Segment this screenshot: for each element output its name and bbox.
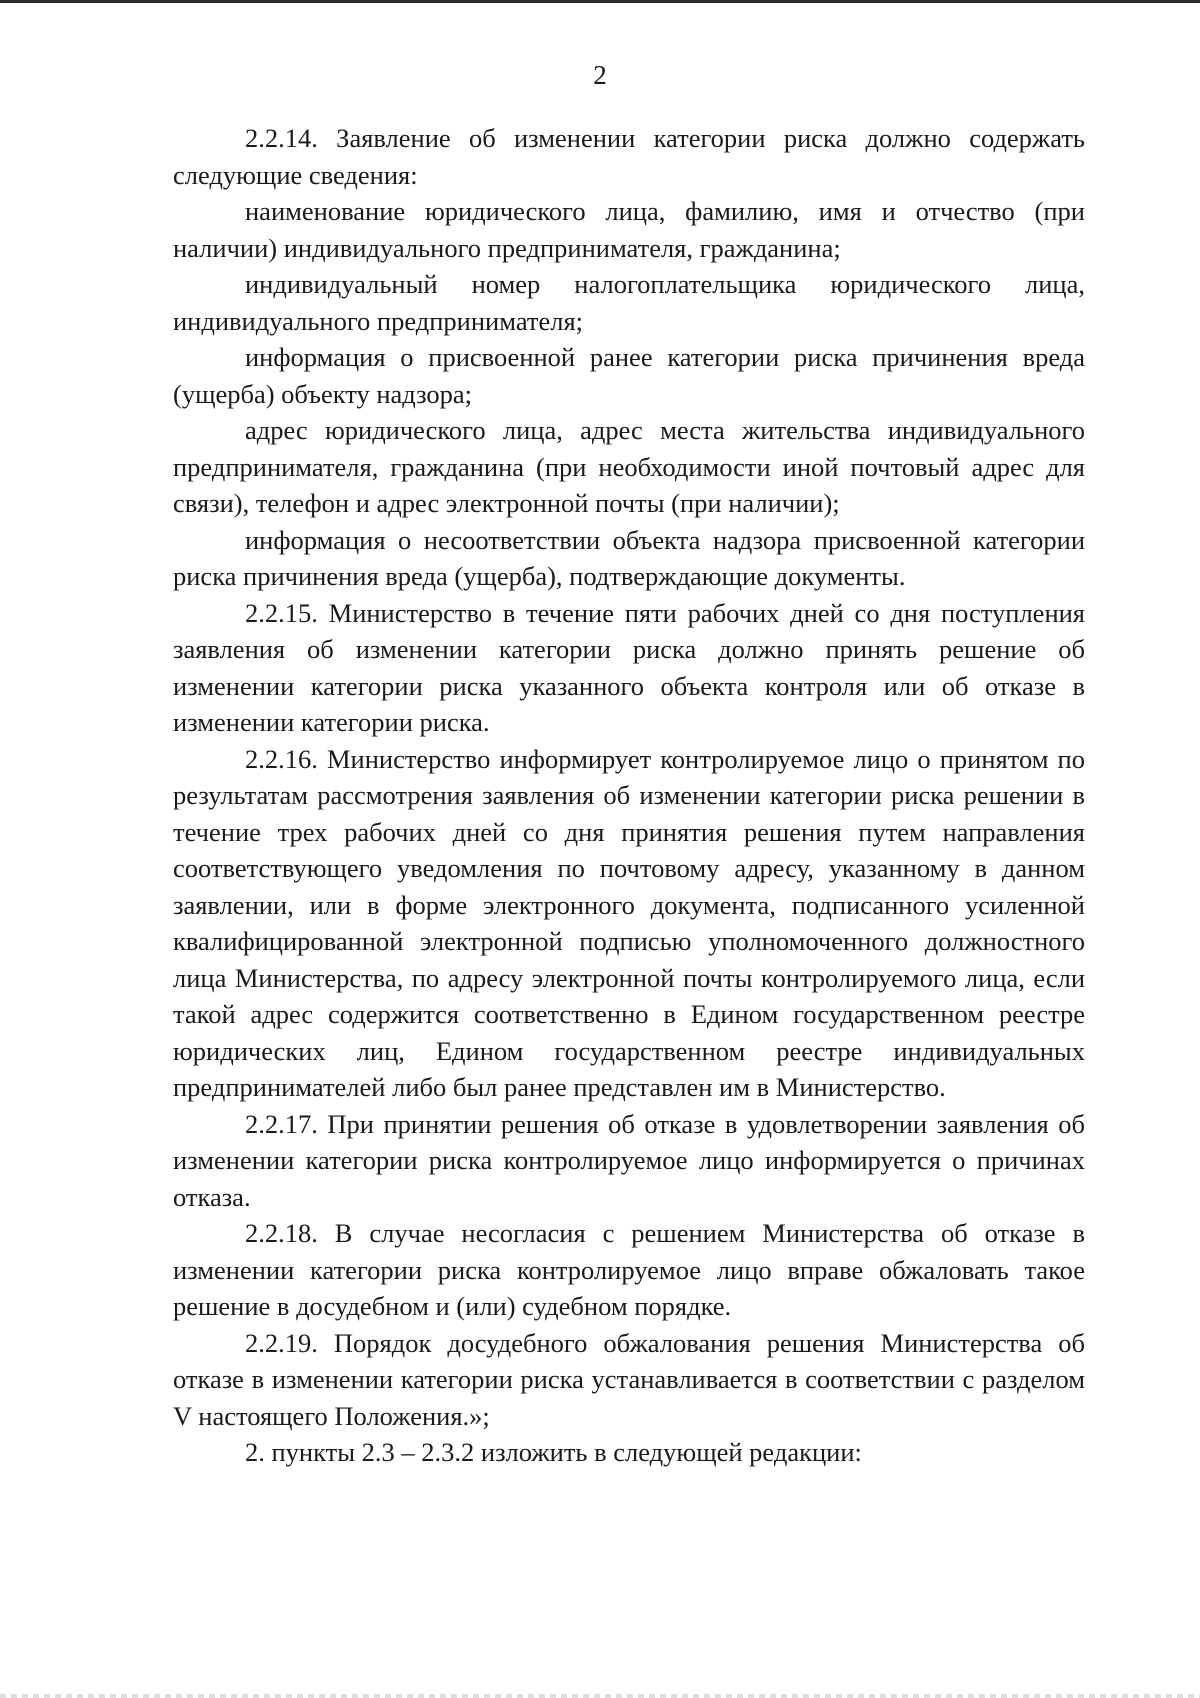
page-number: 2	[593, 60, 607, 90]
document-body	[173, 120, 1085, 1471]
paragraph-2-2-15: 2.2.15. Министерство в течение пяти рабочих дней со дня поступления заявления об изменении категории риска должно принять решение об изменении категории риска указанного объекта контроля или об отказе в изменении категории риска.	[173, 597, 1085, 737]
paragraph-address-item: адрес юридического лица, адрес места жительства индивидуального предпринимателя, гражданина (при необходимости иной почтовый адрес для связи), телефон и адрес электронной почты (при наличии);	[173, 415, 1085, 518]
paragraph-2-2-16: 2.2.16. Министерство информирует контролируемое лицо о принятом по результатам рассмотрения заявления об изменении категории риска решении в течение трех рабочих дней со дня принятия решения путем направления соответствующего уведомления по почтовому адресу, указанному в данном заявлении, или в форме электронного документа, подписанного усиленной квалифицированной электронной подписью уполномоченного должностного лица Министерства, по адресу электронной почты контролируемого лица, если такой адрес содержится соответственно в Едином государственном реестре юридических лиц, Едином государственном реестре индивидуальных предпринимателей либо был ранее представлен им в Министерство.	[173, 743, 1085, 1102]
paragraph-inn-item: индивидуальный номер налогоплательщика юридического лица, индивидуального предпринимателя;	[173, 269, 1085, 336]
paragraph-nonconformity-item: информация о несоответствии объекта надзора присвоенной категории риска причинения вреда (ущерба), подтверждающие документы.	[173, 524, 1085, 591]
scan-edge-top	[0, 0, 1200, 3]
scan-edge-bottom	[0, 1694, 1200, 1698]
paragraph-2-2-18: 2.2.18. В случае несогласия с решением Министерства об отказе в изменении категории риска контролируемое лицо вправе обжаловать такое решение в досудебном и (или) судебном порядке.	[173, 1218, 1085, 1321]
paragraph-2-2-19: 2.2.19. Порядок досудебного обжалования решения Министерства об отказе в изменении категории риска устанавливается в соответствии с разделом V настоящего Положения.»;	[173, 1327, 1085, 1431]
paragraph-risk-category-item: информация о присвоенной ранее категории риска причинения вреда (ущерба) объекту надзора;	[173, 342, 1085, 409]
paragraph-name-item: наименование юридического лица, фамилию, имя и отчество (при наличии) индивидуального предпринимателя, гражданина;	[173, 196, 1085, 263]
paragraph-2-2-17: 2.2.17. При принятии решения об отказе в удовлетворении заявления об изменении категории риска контролируемое лицо информируется о причинах отказа.	[173, 1108, 1085, 1212]
paragraph-2-2-14: 2.2.14. Заявление об изменении категории риска должно содержать следующие сведения:	[173, 123, 1085, 190]
paragraph-amendment-2: 2. пункты 2.3 – 2.3.2 изложить в следующей редакции:	[245, 1437, 862, 1467]
